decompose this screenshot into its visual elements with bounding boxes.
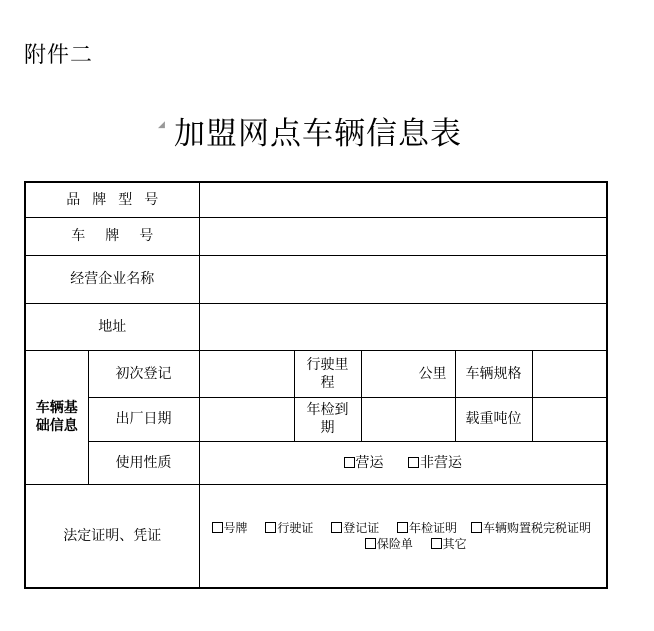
- usage-label: 使用性质: [88, 441, 199, 484]
- brand-model-value[interactable]: [199, 182, 607, 217]
- doc-option-other[interactable]: [431, 537, 467, 551]
- row-usage: [25, 441, 607, 484]
- doc-option-registration[interactable]: [331, 521, 379, 535]
- row-first-registration: [25, 350, 607, 397]
- mileage-label-text: 行驶里程: [306, 356, 349, 391]
- mileage-unit: 公里: [418, 365, 447, 382]
- checkbox-icon[interactable]: [365, 538, 376, 549]
- checkbox-icon[interactable]: [397, 522, 408, 533]
- legal-docs-label: 法定证明、凭证: [25, 484, 199, 588]
- title-area: [150, 108, 510, 152]
- doc-option-purchase-tax[interactable]: [471, 521, 591, 535]
- inspection-due-label: [294, 397, 361, 441]
- manufacture-date-label: 出厂日期: [88, 397, 199, 441]
- vehicle-basic-info-text: 车辆基础信息: [35, 400, 78, 434]
- legal-docs-second-line: [212, 536, 601, 552]
- inspection-due-value[interactable]: [361, 397, 455, 441]
- load-tonnage-label: 载重吨位: [455, 397, 532, 441]
- inspection-due-label-text: 年检到期: [306, 402, 349, 436]
- row-company: [25, 255, 607, 303]
- doc-option-plate[interactable]: [212, 521, 248, 535]
- company-label: 经营企业名称: [25, 255, 199, 303]
- usage-option-non-operating[interactable]: [408, 454, 462, 472]
- plate-label: 车牌号: [25, 217, 199, 255]
- row-plate: [25, 217, 607, 255]
- plate-value[interactable]: [199, 217, 607, 255]
- doc-option-label: 其它: [442, 536, 467, 551]
- usage-option-operating[interactable]: [344, 454, 384, 472]
- checkbox-icon[interactable]: [344, 457, 355, 468]
- legal-docs-options: [199, 484, 607, 588]
- checkbox-icon[interactable]: [212, 522, 223, 533]
- row-brand-model: [25, 182, 607, 217]
- usage-options: [199, 441, 607, 484]
- address-value[interactable]: [199, 303, 607, 350]
- load-tonnage-value[interactable]: [532, 397, 607, 441]
- table-anchor-icon: ◢: [158, 120, 165, 130]
- usage-option-label: 营运: [355, 454, 384, 471]
- doc-option-label: 登记证: [343, 520, 380, 535]
- checkbox-icon[interactable]: [265, 522, 276, 533]
- checkbox-icon[interactable]: [408, 457, 419, 468]
- vehicle-spec-label: 车辆规格: [455, 350, 532, 397]
- form-title: 加盟网点车辆信息表: [174, 116, 462, 152]
- doc-option-insurance[interactable]: [365, 537, 413, 551]
- checkbox-icon[interactable]: [331, 522, 342, 533]
- mileage-value[interactable]: [361, 350, 455, 397]
- doc-option-label: 年检证明: [409, 520, 458, 535]
- checkbox-icon[interactable]: [471, 522, 482, 533]
- doc-option-label: 号牌: [223, 520, 248, 535]
- brand-model-label: 品牌型号: [25, 182, 199, 217]
- vehicle-spec-value[interactable]: [532, 350, 607, 397]
- doc-option-label: 行驶证: [277, 520, 314, 535]
- row-legal-docs: [25, 484, 607, 588]
- row-address: [25, 303, 607, 350]
- doc-option-label: 车辆购置税完税证明: [483, 520, 592, 535]
- mileage-label: [294, 350, 361, 397]
- first-registration-value[interactable]: [199, 350, 294, 397]
- address-label: 地址: [25, 303, 199, 350]
- manufacture-date-value[interactable]: [199, 397, 294, 441]
- vehicle-info-table: [24, 181, 608, 589]
- attachment-label: 附件二: [24, 43, 94, 68]
- vehicle-basic-info-label: [25, 350, 88, 484]
- first-registration-label: 初次登记: [88, 350, 199, 397]
- checkbox-icon[interactable]: [431, 538, 442, 549]
- doc-option-driving-license[interactable]: [265, 521, 313, 535]
- doc-option-label: 保险单: [376, 536, 413, 551]
- company-value[interactable]: [199, 255, 607, 303]
- row-manufacture-date: [25, 397, 607, 441]
- usage-option-label: 非营运: [419, 454, 462, 471]
- doc-option-inspection[interactable]: [397, 521, 457, 535]
